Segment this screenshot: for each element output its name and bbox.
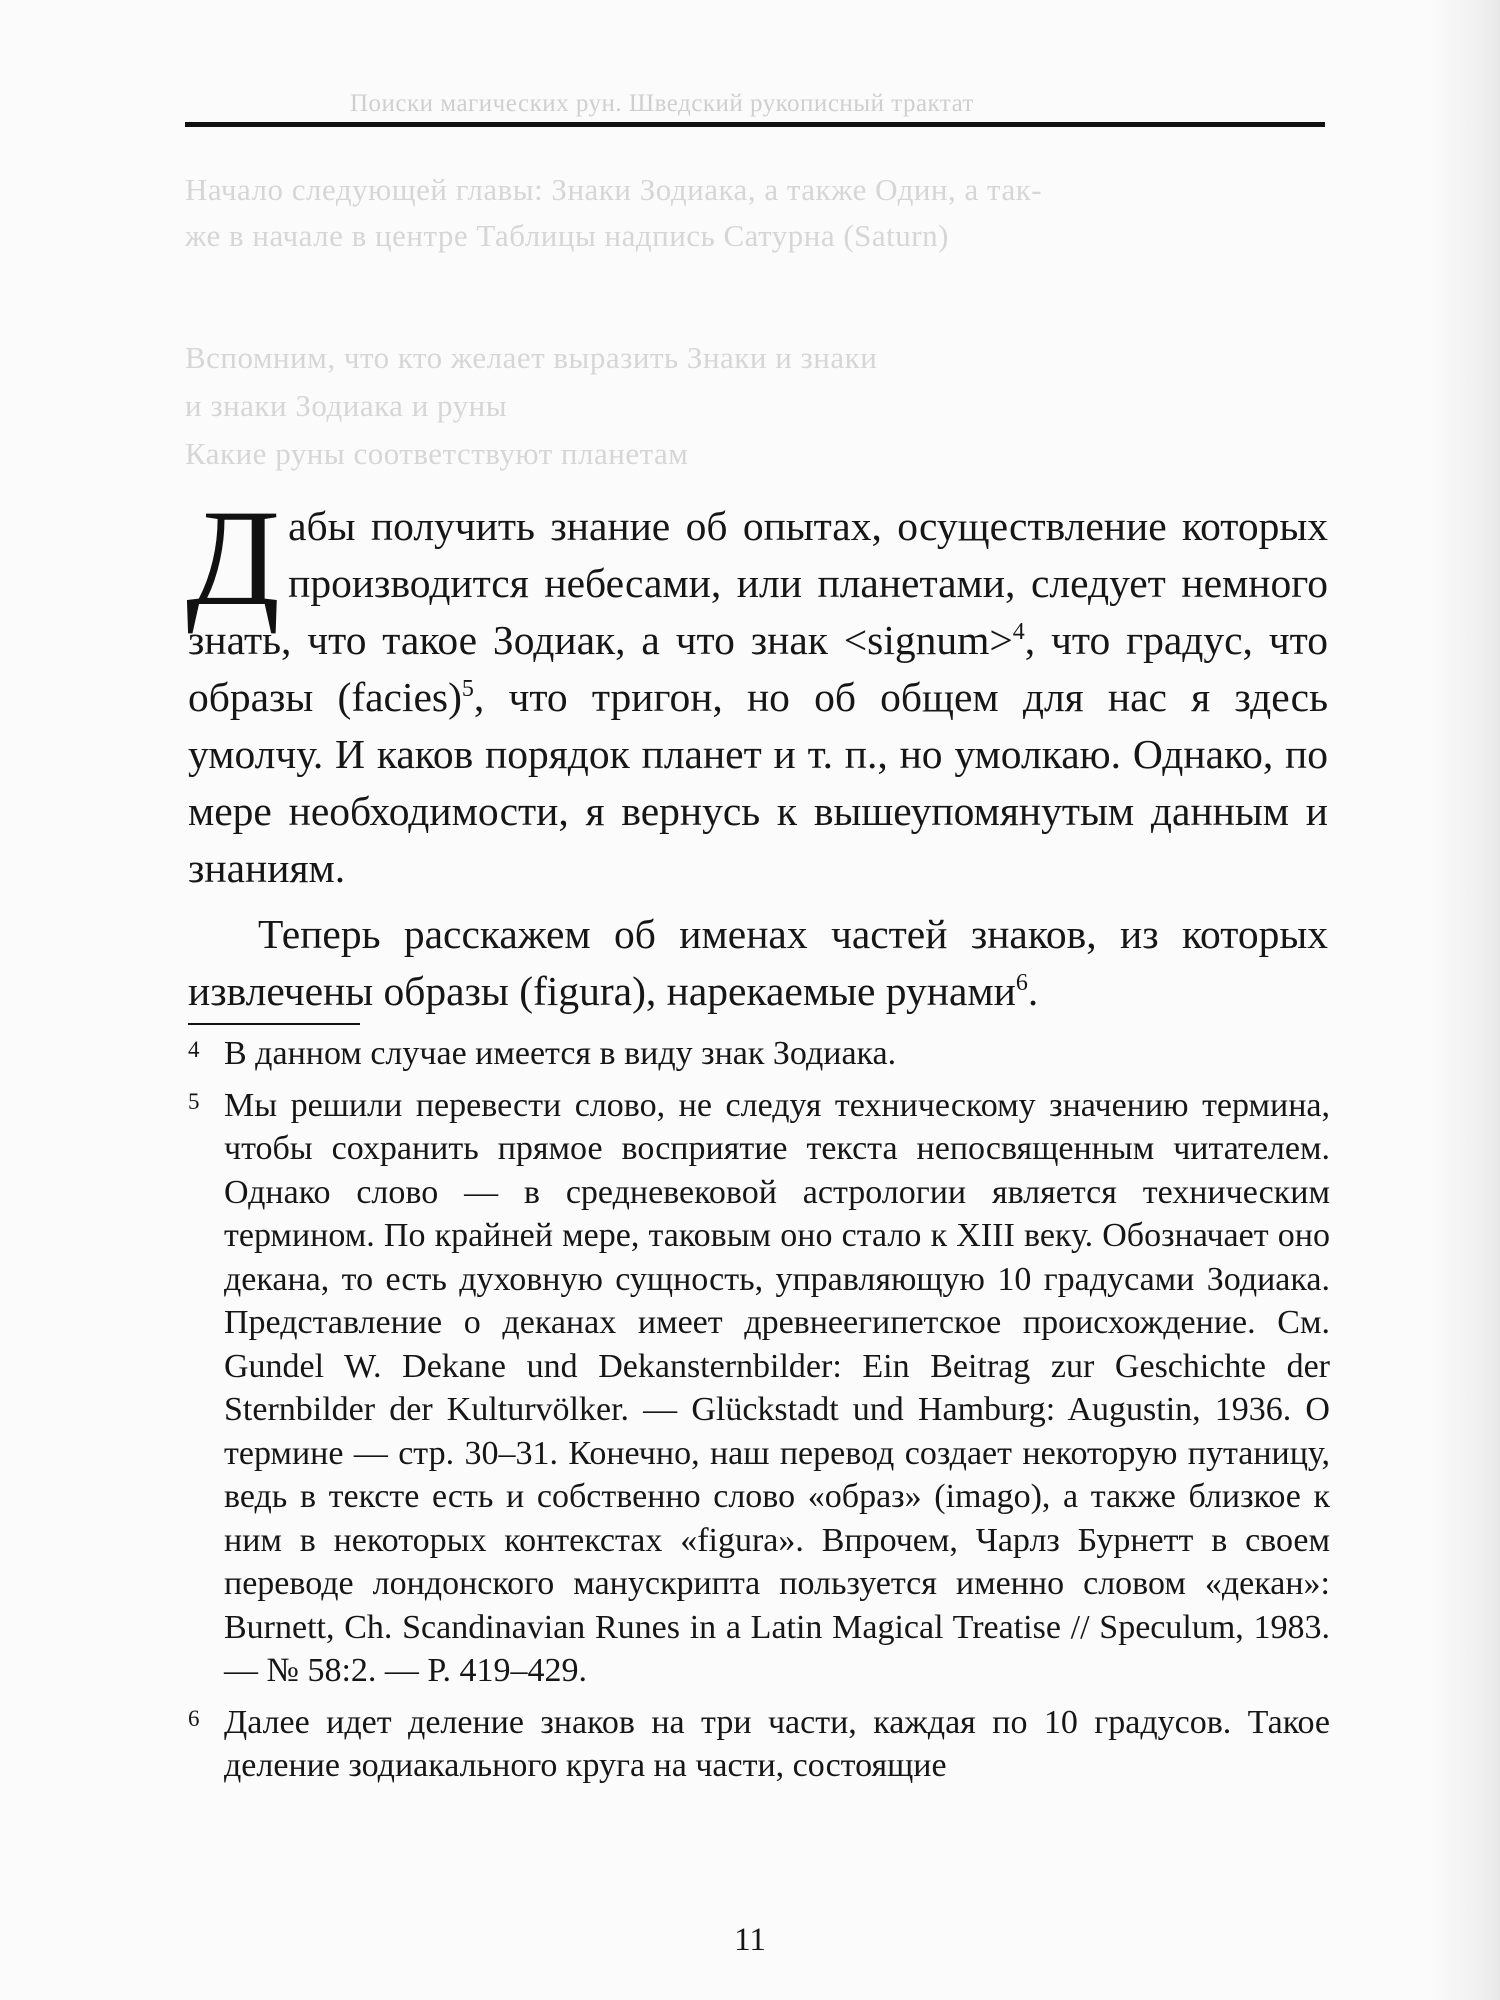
bleed-through-line: Вспомним, что кто желает выразить Знаки и знаки	[185, 340, 878, 375]
footnote-6	[188, 1701, 1330, 1788]
bleed-through-line: Какие руны соответствуют планетам	[185, 436, 689, 471]
footnotes	[188, 1032, 1330, 1796]
bleed-through-line: и знаки Зодиака и руны	[185, 388, 508, 423]
paragraph-2-text: .	[1027, 968, 1039, 1014]
footnote-ref-5: 5	[461, 676, 474, 703]
paragraph-2-text: Теперь расскажем об именах частей знаков, из которых извлечены образы (figura), нарекаемые рунами	[188, 911, 1328, 1014]
footnote-rule	[188, 1023, 360, 1025]
paragraph-1-text: , что градус, что образы (facies)	[188, 617, 1328, 720]
footnote-text: В данном случае имеется в виду знак Зодиака.	[224, 1035, 897, 1072]
drop-cap: Д	[186, 481, 281, 634]
paragraph-1	[186, 481, 1328, 897]
page-edge-shadow	[1430, 0, 1500, 2000]
footnote-text: Далее идет деление знаков на три части, каждая по 10 градусов. Такое деление зодиакального круга на части, состоящие	[224, 1703, 1330, 1784]
header-rule	[185, 122, 1325, 127]
footnote-text: Мы решили перевести слово, не следуя техническому значению термина, чтобы сохранить прямое восприятие текста непосвященным читателем. Однако слово — в средневековой астрологии является техническим термином. По крайней мере, таковым оно стало к XIII веку. Обозначает оно декана, то есть духовную сущность, управляющую 10 градусами Зодиака. Представление о деканах имеет древнеегипетское происхождение. См. Gundel W. Dekane und Dekansternbilder: Ein Beitrag zur Geschichte der Sternbilder der Kulturvölker. — Glückstadt und Hamburg: Augustin, 1936. О термине — стр. 30–31. Конечно, наш перевод создает некоторую путаницу, ведь в тексте есть и собственно слово «образ» (imago), а также близкое к ним в некоторых контекстах «figura». Впрочем, Чарлз Бурнетт в своем переводе лондонского манускрипта пользуется именно словом «декан»: Burnett, Ch. Scandinavian Runes in a Latin Magical Treatise // Speculum, 1983. — № 58:2. — P. 419–429.	[224, 1086, 1330, 1689]
page-number: 11	[734, 1922, 766, 1958]
footnote-ref-4: 4	[1012, 619, 1025, 646]
footnote-number: 5	[188, 1088, 200, 1114]
footnote-number: 4	[188, 1037, 200, 1062]
running-head-bleed: Поиски магических рун. Шведский рукописный трактат	[350, 90, 974, 117]
footnote-ref-6: 6	[1015, 970, 1028, 997]
footnote-5	[188, 1084, 1330, 1693]
paragraph-2	[188, 906, 1328, 1020]
bleed-through-line: Начало следующей главы: Знаки Зодиака, а также Один, а так-	[185, 172, 1043, 207]
paragraph-1-text: абы получить знание об опытах, осуществление которых производится небесами, или планетами, следует немного знать, что такое Зодиак, а что знак <signum>	[188, 503, 1328, 663]
footnote-number: 6	[188, 1705, 200, 1731]
bleed-through-line: же в начале в центре Таблицы надпись Сатурна (Saturn)	[185, 218, 949, 253]
footnote-4	[188, 1032, 1330, 1076]
main-text	[186, 481, 1328, 1020]
paragraph-1-text: , что тригон, но об общем для нас я здесь умолчу. И каков порядок планет и т. п., но умолкаю. Однако, по мере необходимости, я вернусь к вышеупомянутым данным и знаниям.	[188, 674, 1328, 891]
